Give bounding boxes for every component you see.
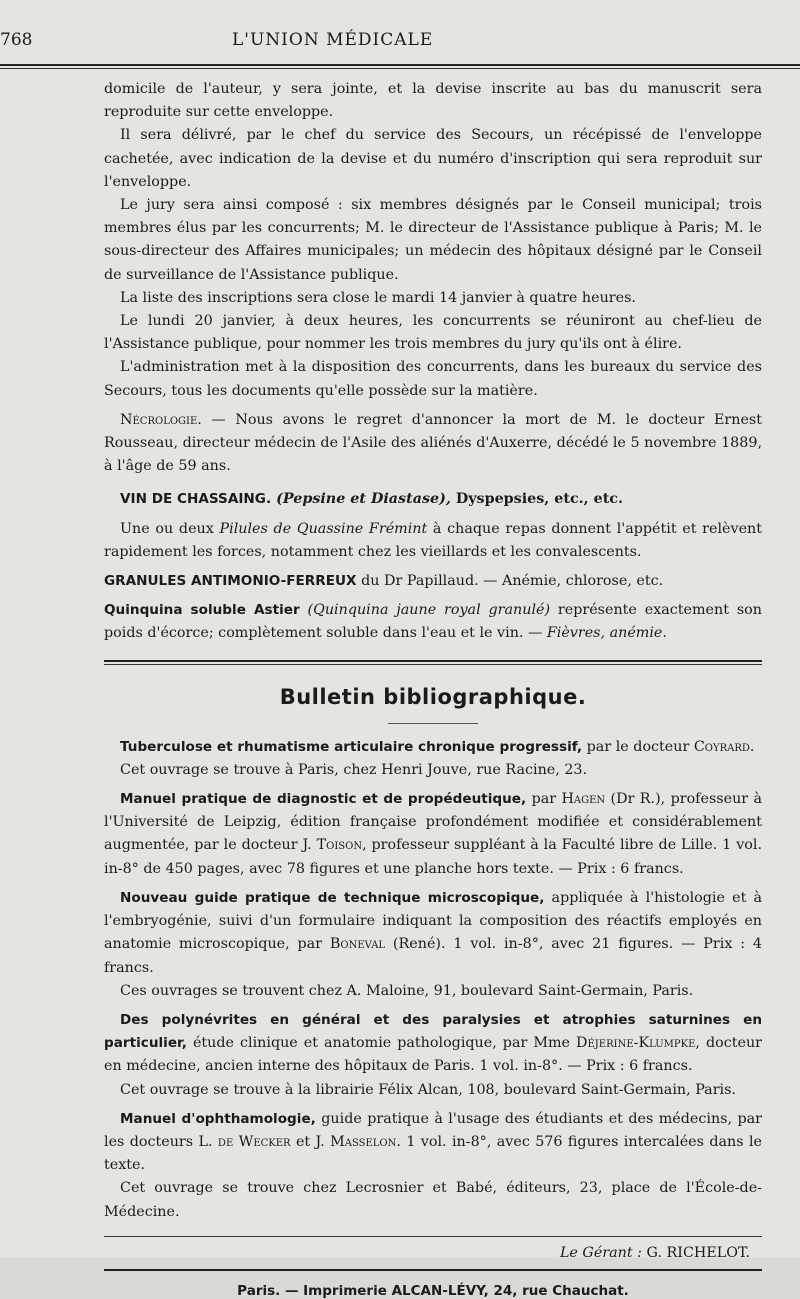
bib-entry-text: , docteur en médecine, ancien interne des hôpitaux de Paris. 1 vol. in-8°. — Prix : 6 francs. [104, 1035, 762, 1075]
bib-entry-text: et J. [290, 1133, 331, 1150]
bib-entry-author: de Wecker [217, 1133, 291, 1150]
bulletin-rule [388, 723, 478, 724]
ad-quinquina [104, 599, 762, 645]
ad-vin-sub: (Pepsine et Diastase), [271, 491, 451, 508]
journal-title: L'UNION MÉDICALE [232, 30, 434, 50]
bib-entry-title: Manuel pratique de diagnostic et de propédeutique, [120, 791, 527, 808]
bib-entry-title: Tuberculose et rhumatisme articulaire chronique progressif, [120, 738, 583, 755]
bib-entry-text: par [526, 791, 562, 808]
section-rule-thin [104, 664, 762, 665]
bib-where: Cet ouvrage se trouve à la librairie Félix Alcan, 108, boulevard Saint-Germain, Paris. [120, 1081, 736, 1098]
page-body [104, 78, 762, 1299]
concours-paragraph: Le lundi 20 janvier, à deux heures, les concurrents se réuniront au chef-lieu de l'Assistance publique, pour nommer les trois membres du jury qu'ils ont à élire. [104, 313, 762, 353]
concours-paragraph: Le jury sera ainsi composé : six membres désignés par le Conseil municipal; trois membres élus par les concurrents; M. le directeur de l'Assistance publique à Paris; M. le sous-directeur des Affaires municipales; un médecin des hôpitaux désigné par le Conseil de surveillance de l'Assistance publique. [104, 197, 762, 283]
bib-entry-author: Boneval [329, 936, 386, 953]
concours-paragraph: La liste des inscriptions sera close le mardi 14 janvier à quatre heures. [120, 289, 636, 306]
bib-entry-text: appliquée à l'histologie et à l'embryogénie, suivi d'un formulaire indiquant la composition des réactifs employés en anatomie microscopique, par [104, 889, 762, 953]
footer-rule [104, 1236, 762, 1237]
bib-entry [104, 1108, 762, 1178]
bib-entry-author: Déjerine-Klumpke [576, 1035, 696, 1052]
bib-entry-text: (René). 1 vol. in-8°, avec 21 figures. — Prix : 4 francs. [104, 936, 763, 976]
page-number: 768 [0, 30, 33, 50]
bib-where: Cet ouvrage se trouve chez Lecrosnier et Babé, éditeurs, 23, place de l'École-de-Médecine. [104, 1180, 762, 1220]
ad-quinquina-end: Fièvres, anémie. [546, 625, 667, 642]
section-rule [104, 660, 762, 662]
bib-entry-author: Masselon [330, 1133, 397, 1150]
bib-entry-text: (Dr R.), professeur à l'Université de Leipzig, édition française profondément modifiée et considérablement augmentée, par le docteur J. [104, 791, 763, 854]
necrologie-text: — Nous avons le regret d'annoncer la mort de M. le docteur Ernest Rousseau, directeur médecin de l'Asile des aliénés d'Auxerre, décédé le 5 novembre 1889, à l'âge de 59 ans. [104, 411, 762, 475]
ad-quinquina-title: Quinquina soluble Astier [104, 602, 300, 619]
ad-quinquina-sub: (Quinquina jaune royal granulé) [299, 602, 551, 619]
necrologie-label: Nécrologie. [120, 411, 202, 428]
ad-vin-rest: Dyspepsies, etc., etc. [450, 491, 623, 508]
bib-entry [104, 1009, 762, 1079]
gerant-line [104, 1245, 762, 1261]
concours-paragraph: Il sera délivré, par le chef du service des Secours, un récépissé de l'enveloppe cachetée, avec indication de la devise et du numéro d'inscription qui sera reproduit sur l'enveloppe. [104, 127, 762, 190]
ad-pilules-lead: Une ou deux [120, 520, 220, 537]
bib-entry-text: par le docteur [582, 738, 694, 755]
bib-entry-text: , professeur suppléant à la Faculté libre de Lille. 1 vol. in-8° de 450 pages, avec 78 figures et une planche hors texte. — Prix : 6 francs. [104, 837, 762, 877]
ad-granules [104, 570, 762, 593]
ad-pilules [104, 518, 762, 564]
ad-pilules-name: Pilules de Quassine Frémint [219, 520, 428, 537]
imprint-line: Paris. — Imprimerie ALCAN-LÉVY, 24, rue Chauchat. [237, 1282, 629, 1299]
ad-granules-rest: du Dr Papillaud. — Anémie, chlorose, etc. [356, 573, 664, 590]
bib-entry-author: Toison [316, 837, 363, 854]
header-rule-thin [0, 68, 800, 69]
bulletin-title: Bulletin bibliographique. [279, 684, 587, 709]
header-rule [0, 64, 800, 66]
bib-entry-text: étude clinique et anatomie pathologique, par Mme [186, 1035, 577, 1052]
bib-entry [104, 736, 762, 759]
bib-entry-author: Coyrard. [693, 738, 755, 755]
bib-entry [104, 788, 762, 881]
necrologie-paragraph [104, 409, 762, 479]
bib-entry-text: . 1 vol. in-8°, avec 576 figures intercalées dans le texte. [104, 1133, 762, 1174]
bib-entry-title: Nouveau guide pratique de technique microscopique, [120, 889, 545, 906]
ad-vin [104, 488, 762, 511]
concours-paragraph: L'administration met à la disposition des concurrents, dans les bureaux du service des Secours, tous les documents qu'elle possède sur la matière. [104, 359, 762, 399]
bib-where: Cet ouvrage se trouve à Paris, chez Henri Jouve, rue Racine, 23. [120, 761, 588, 778]
gerant-label: Le Gérant : [559, 1244, 647, 1261]
bib-entry-author: Hagen [561, 791, 606, 808]
bib-entry-text: guide pratique à l'usage des étudiants et des médecins, par les docteurs L. [104, 1110, 762, 1150]
bib-where: Ces ouvrages se trouvent chez A. Maloine, 91, boulevard Saint-Germain, Paris. [120, 982, 694, 999]
bib-entry-title: Des polynévrites en général et des paralysies et atrophies saturnines en particulier, [104, 1011, 762, 1052]
ad-granules-title: GRANULES ANTIMONIO-FERREUX [104, 573, 357, 590]
bib-entry-title: Manuel d'ophthamologie, [120, 1110, 316, 1127]
bib-entry [104, 887, 762, 980]
ad-vin-title: VIN DE CHASSAING. [120, 491, 272, 508]
concours-paragraph: domicile de l'auteur, y sera jointe, et la devise inscrite au bas du manuscrit sera reproduite sur cette enveloppe. [104, 81, 762, 121]
ad-pilules-text: à chaque repas donnent l'appétit et relèvent rapidement les forces, notamment chez les vieillards et les convalescents. [104, 520, 762, 560]
gerant-name: G. RICHELOT. [646, 1244, 750, 1261]
footer-rule-thick [104, 1269, 762, 1271]
ad-quinquina-rest: représente exactement son poids d'écorce; complètement soluble dans l'eau et le vin. — [104, 602, 762, 642]
